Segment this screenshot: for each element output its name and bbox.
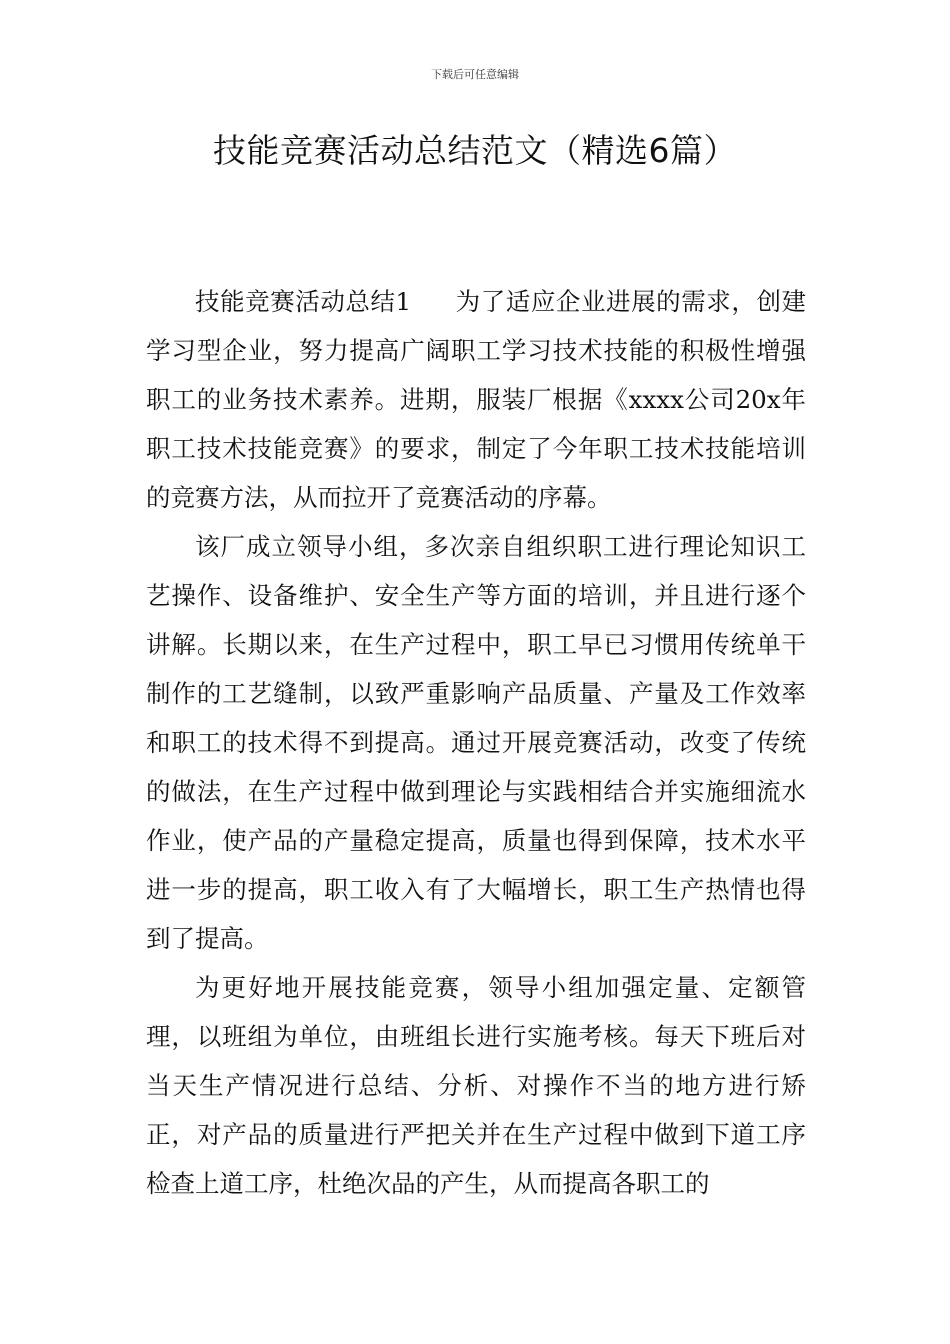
document-body: [146, 277, 806, 1208]
paragraph-1: [146, 277, 806, 522]
document-title: 技能竞赛活动总结范文（精选6篇）: [213, 131, 737, 170]
header-note: 下载后可任意编辑: [431, 68, 519, 81]
section-label: 技能竞赛活动总结1: [195, 287, 412, 316]
paragraph-3: 为更好地开展技能竞赛，领导小组加强定量、定额管理，以班组为单位，由班组长进行实施考核。每天下班后对当天生产情况进行总结、分析、对操作不当的地方进行矫正，对产品的质量进行严把关并在生产过程中做到下道工序检查上道工序，杜绝次品的产生，从而提高各职工的: [146, 973, 806, 1198]
paragraph-1-text: 为了适应企业进展的需求，创建学习型企业，努力提高广阔职工学习技术技能的积极性增强职工的业务技术素养。进期，服装厂根据《xxxx公司20x年职工技术技能竞赛》的要求，制定了今年职工技术技能培训的竞赛方法，从而拉开了竞赛活动的序幕。: [146, 287, 807, 512]
paragraph-2: 该厂成立领导小组，多次亲自组织职工进行理论知识工艺操作、设备维护、安全生产等方面的培训，并且进行逐个讲解。长期以来，在生产过程中，职工早已习惯用传统单干制作的工艺缝制，以致严重影响产品质量、产量及工作效率和职工的技术得不到提高。通过开展竞赛活动，改变了传统的做法，在生产过程中做到理论与实践相结合并实施细流水作业，使产品的产量稳定提高，质量也得到保障，技术水平进一步的提高，职工收入有了大幅增长，职工生产热情也得到了提高。: [146, 532, 806, 953]
